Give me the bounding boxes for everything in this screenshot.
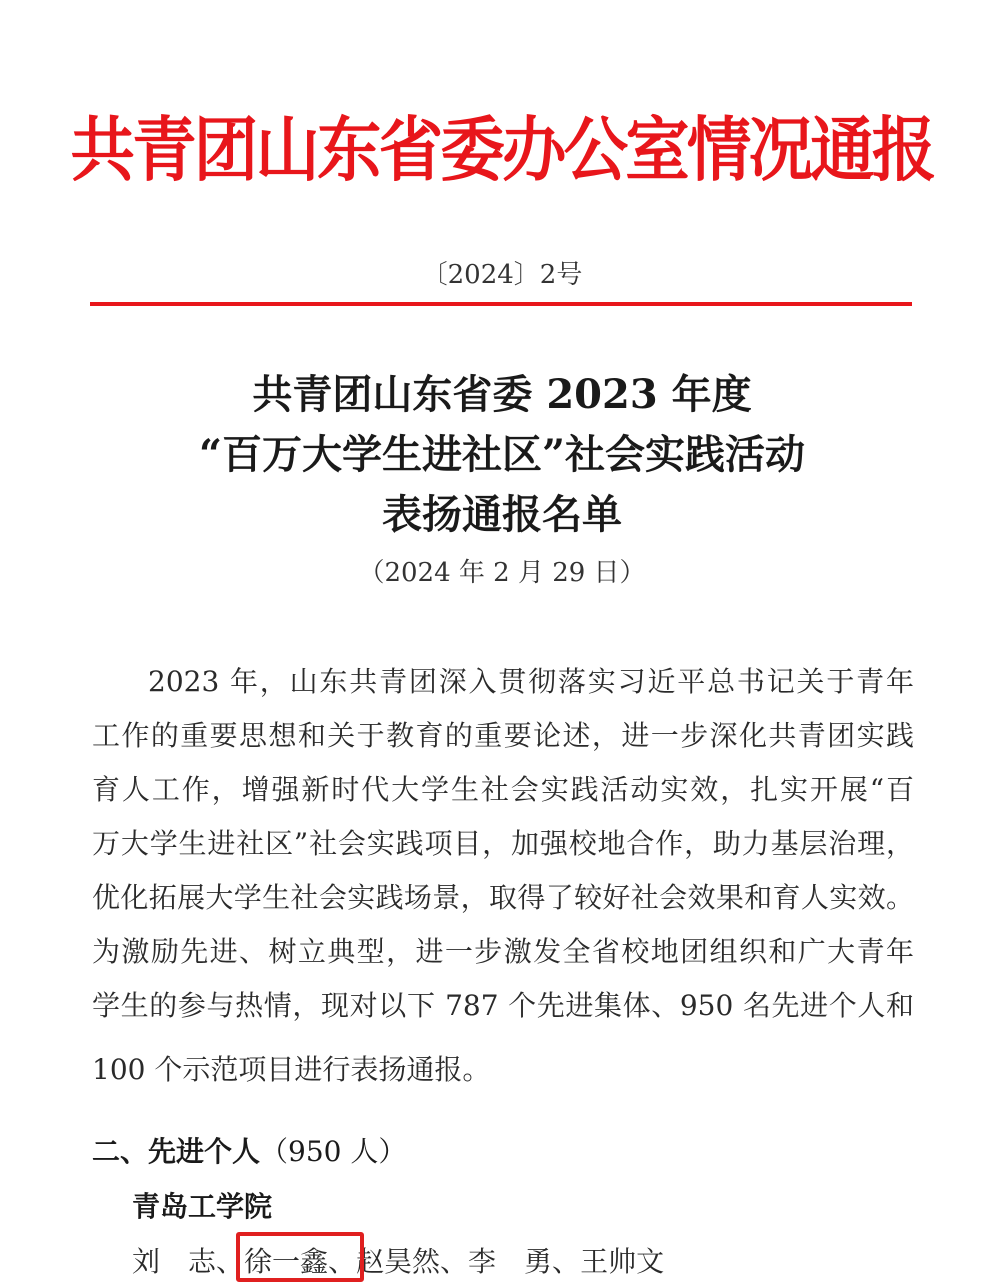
section-heading — [92, 1132, 406, 1172]
school-name: 青岛工学院 — [132, 1190, 273, 1223]
body-paragraph-line: 为激励先进、树立典型，进一步激发全省校地团组织和广大青年 — [92, 935, 914, 968]
section-heading-count: （950 人） — [260, 1135, 407, 1168]
document-number: 〔2024〕2号 — [421, 260, 583, 290]
body-paragraph-line: 100 个示范项目进行表扬通报。 — [92, 1053, 491, 1086]
names-list — [132, 1242, 664, 1282]
person-name: 王帅文 — [580, 1245, 665, 1278]
document-date: （2024 年 2 月 29 日） — [358, 558, 646, 588]
section-heading-label: 二、先进个人 — [92, 1135, 261, 1168]
body-paragraph-line: 学生的参与热情，现对以下 787 个先进集体、950 名先进个人和 — [92, 989, 914, 1022]
person-name: 李 勇、 — [468, 1245, 581, 1278]
red-divider-line — [90, 302, 912, 306]
body-paragraph-line: 万大学生进社区”社会实践项目，加强校地合作，助力基层治理， — [92, 827, 914, 860]
body-paragraph-line: 育人工作，增强新时代大学生社会实践活动实效，扎实开展“百 — [92, 773, 914, 806]
person-name: 赵昊然、 — [356, 1245, 469, 1278]
body-paragraph-line: 2023 年，山东共青团深入贯彻落实习近平总书记关于青年 — [148, 665, 914, 698]
body-paragraph-line: 优化拓展大学生社会实践场景，取得了较好社会效果和育人实效。 — [92, 881, 914, 914]
person-name: 刘 志、 — [132, 1245, 245, 1278]
body-paragraph-line: 工作的重要思想和关于教育的重要论述，进一步深化共青团实践 — [92, 719, 914, 752]
document-title-line-1: 共青团山东省委 2023 年度 — [252, 371, 752, 418]
document-title-line-2: “百万大学生进社区”社会实践活动 — [198, 431, 805, 478]
masthead-title: 共青团山东省委办公室情况通报 — [70, 109, 934, 191]
name-highlight-box — [236, 1232, 364, 1282]
document-title-line-3: 表扬通报名单 — [382, 491, 622, 538]
person-name-highlighted: 徐一鑫、 — [244, 1245, 357, 1278]
